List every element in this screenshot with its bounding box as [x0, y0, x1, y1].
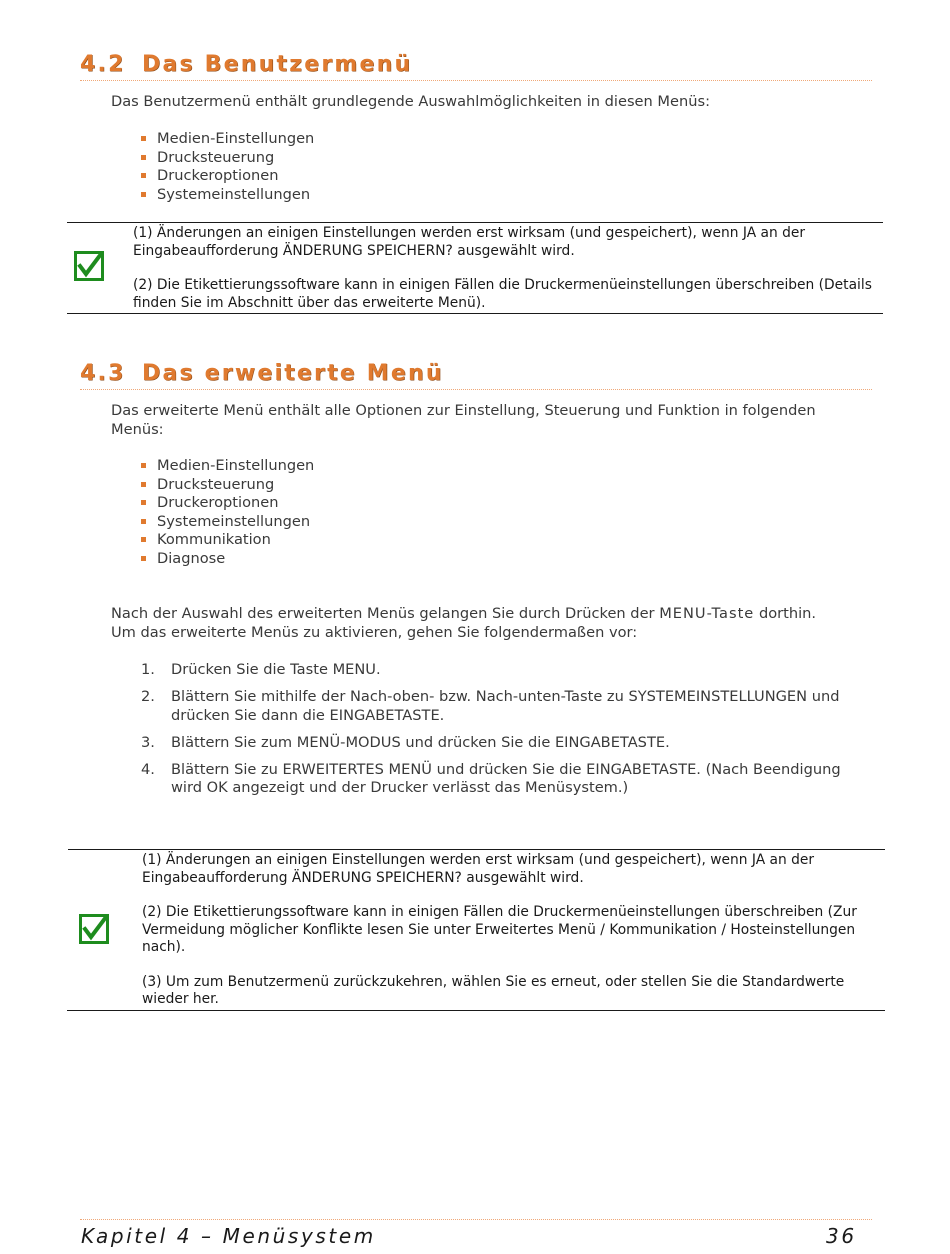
section-title: Das Benutzermenü [142, 52, 413, 77]
list-item: Systemeinstellungen [141, 513, 314, 532]
checkmark-icon [74, 251, 104, 281]
step-item: 1. Drücken Sie die Taste MENU. [141, 661, 381, 678]
note-text: (2) Die Etikettierungssoftware kann in einigen Fällen die Druckermenüeinstellungen überschreiben (Zur Vermeidung möglicher Konflikte lesen Sie unter Erweitertes Menü / Kommunikation / Hosteinstellungen nach). [142, 904, 857, 955]
menu-key-label: MENU-Taste [659, 605, 755, 622]
menu-list [141, 130, 314, 204]
list-item: Drucksteuerung [141, 476, 314, 495]
bullet-icon [141, 192, 146, 197]
heading-divider [80, 80, 872, 81]
step-item: 3. Blättern Sie zum MENÜ-MODUS und drücken Sie die EINGABETASTE. [141, 733, 670, 751]
checkmark-icon [79, 914, 109, 944]
step-item: 2. Blättern Sie mithilfe der Nach-oben- bzw. Nach-unten-Taste zu SYSTEMEINSTELLUNGEN und drücken Sie dann die EINGABETASTE. [141, 688, 840, 724]
page-number: 36 [826, 1224, 857, 1248]
note-top-rule [68, 849, 885, 850]
bullet-icon [141, 500, 146, 505]
bullet-icon [141, 556, 146, 561]
section-intro: Das erweiterte Menü enthält alle Optionen zur Einstellung, Steuerung und Funktion in folgenden Menüs: [111, 402, 816, 438]
list-item: Druckeroptionen [141, 494, 314, 513]
bullet-icon [141, 173, 146, 178]
bullet-icon [141, 136, 146, 141]
section-heading-4-2 [80, 52, 412, 77]
instructions-paragraph: Nach der Auswahl des erweiterten Menüs gelangen Sie durch Drücken der MENU-Taste dorthin. Um das erweiterte Menüs zu aktivieren, gehen Sie folgendermaßen vor: [111, 605, 817, 641]
note-bottom-rule [67, 313, 883, 314]
bullet-icon [141, 537, 146, 542]
note-text: (1) Änderungen an einigen Einstellungen werden erst wirksam (und gespeichert), wenn JA an der Eingabeaufforderung ÄNDERUNG SPEICHERN? ausgewählt wird. [142, 852, 815, 886]
note-top-rule [67, 222, 883, 223]
bullet-icon [141, 155, 146, 160]
bullet-icon [141, 482, 146, 487]
note-text: (1) Änderungen an einigen Einstellungen werden erst wirksam (und gespeichert), wenn JA an der Eingabeaufforderung ÄNDERUNG SPEICHERN? ausgewählt wird. [133, 225, 806, 259]
section-heading-4-3 [80, 361, 444, 386]
note-box [142, 852, 872, 1009]
list-item: Drucksteuerung [141, 149, 314, 168]
note-bottom-rule [67, 1010, 885, 1011]
section-number: 4.3 [80, 361, 126, 386]
heading-divider [80, 389, 872, 390]
step-item: 4. Blättern Sie zu ERWEITERTES MENÜ und drücken Sie die EINGABETASTE. (Nach Beendigung wird OK angezeigt und der Drucker verlässt das Menüsystem.) [141, 760, 841, 796]
footer-chapter: Kapitel 4 – Menüsystem [81, 1224, 376, 1248]
list-item: Druckeroptionen [141, 167, 314, 186]
list-item: Medien-Einstellungen [141, 457, 314, 476]
note-text: (2) Die Etikettierungssoftware kann in einigen Fällen die Druckermenüeinstellungen überschreiben (Details finden Sie im Abschnitt über das erweiterte Menü). [133, 277, 872, 311]
bullet-icon [141, 463, 146, 468]
list-item: Diagnose [141, 550, 314, 569]
section-intro: Das Benutzermenü enthält grundlegende Auswahlmöglichkeiten in diesen Menüs: [111, 93, 710, 110]
menu-list [141, 457, 314, 568]
bullet-icon [141, 519, 146, 524]
footer-divider [80, 1219, 872, 1220]
note-box [133, 225, 873, 312]
list-item: Systemeinstellungen [141, 186, 314, 205]
steps-list [141, 661, 861, 806]
list-item: Kommunikation [141, 531, 314, 550]
section-number: 4.2 [80, 52, 126, 77]
list-item: Medien-Einstellungen [141, 130, 314, 149]
note-text: (3) Um zum Benutzermenü zurückzukehren, wählen Sie es erneut, oder stellen Sie die Standardwerte wieder her. [142, 973, 845, 1007]
section-title: Das erweiterte Menü [142, 361, 444, 386]
